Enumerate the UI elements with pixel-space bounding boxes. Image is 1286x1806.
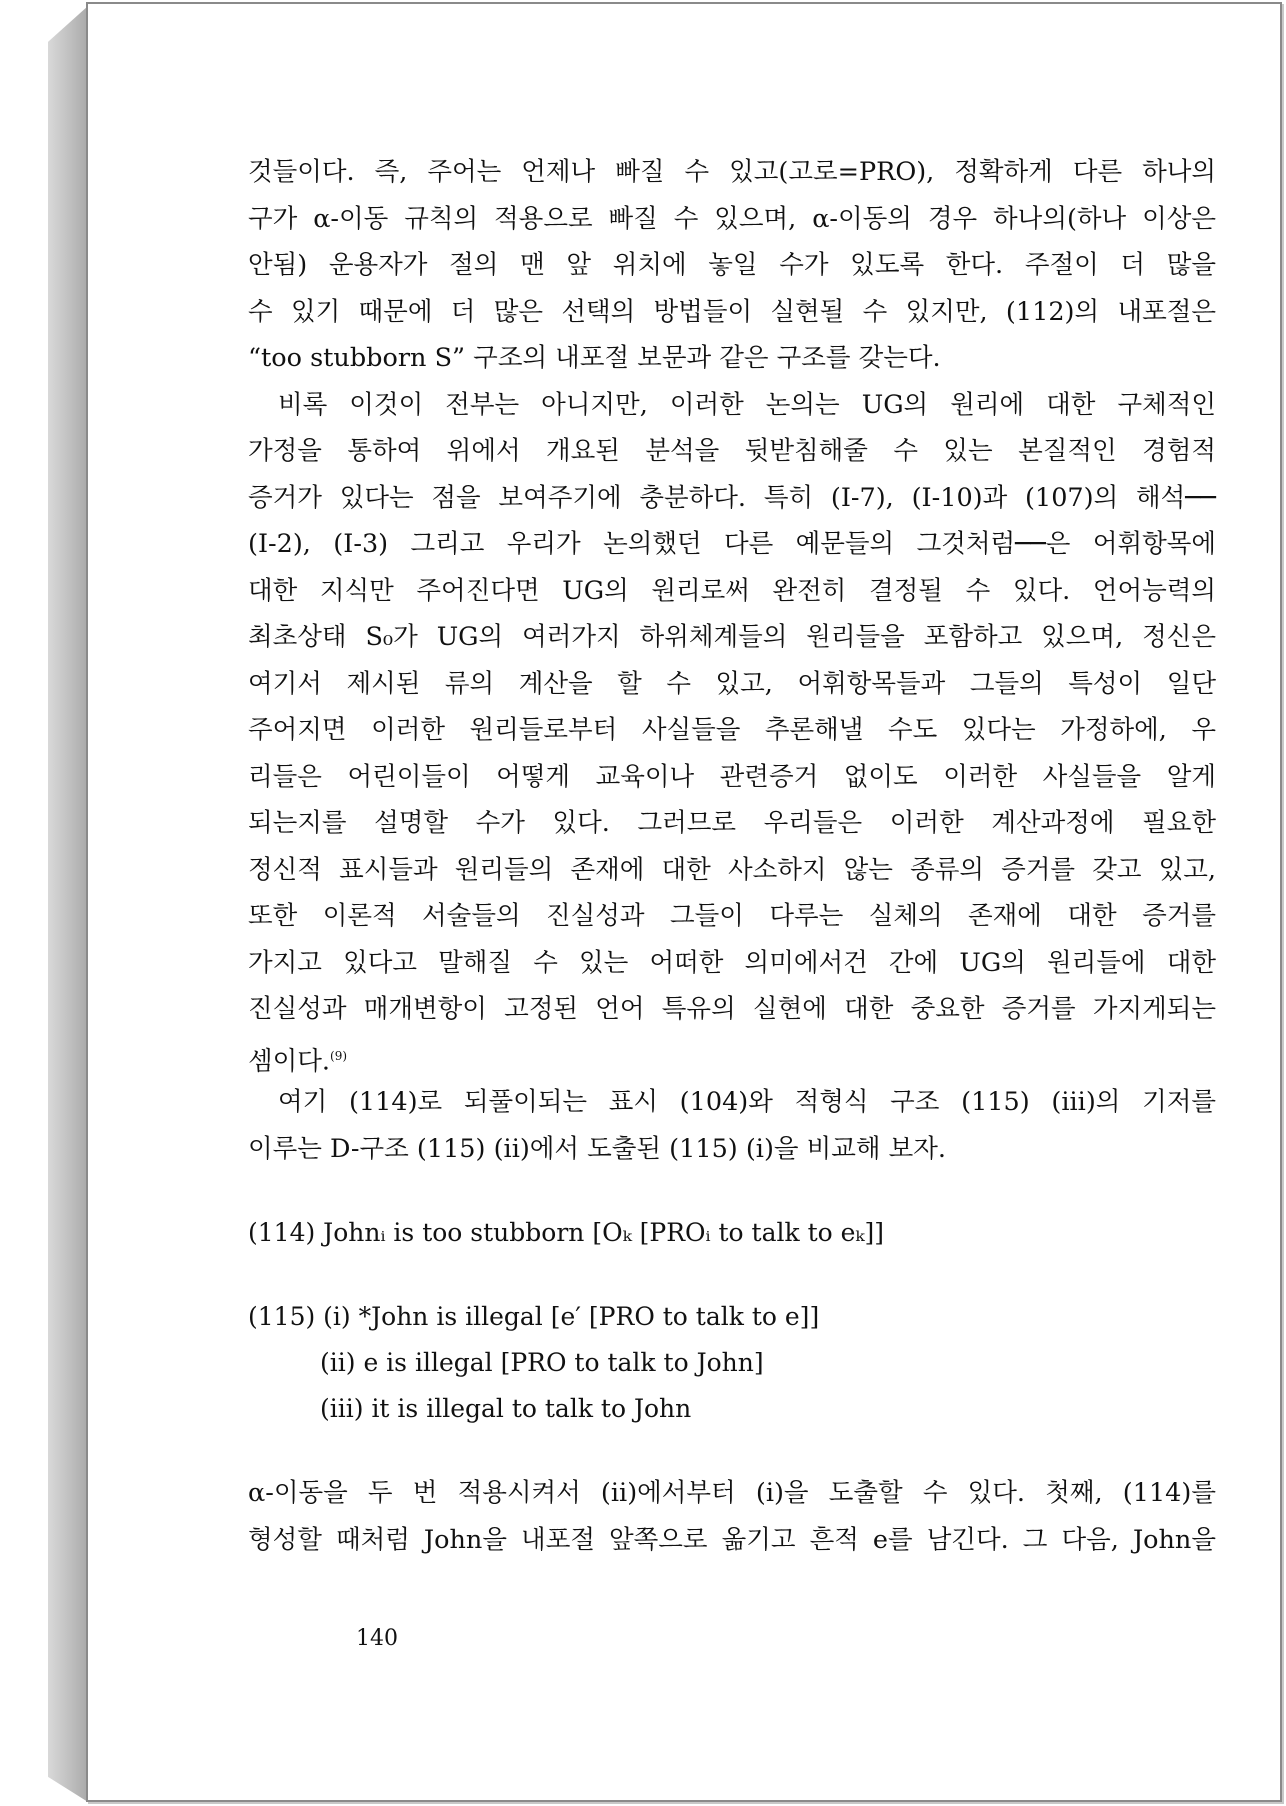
text-line: “too stubborn S” 구조의 내포절 보문과 같은 구조를 갖는다. [248, 343, 941, 373]
text-line: 안됨) 운용자가 절의 맨 앞 위치에 놓일 수가 있도록 한다. 주절이 더 많을 [248, 250, 1216, 280]
example-115-iii: (iii) it is illegal to talk to John [320, 1394, 692, 1423]
text-line: 구가 α-이동 규칙의 적용으로 빠질 수 있으며, α-이동의 경우 하나의(하나 이상은 [248, 203, 1216, 234]
text-line: 여기 (114)로 되풀이되는 표시 (104)와 적형식 구조 (115) (iii)의 기저를 [278, 1087, 1216, 1117]
text-line: 가지고 있다고 말해질 수 있는 어떠한 의미에서건 간에 UG의 원리들에 대한 [248, 947, 1216, 978]
example-114: (114) Johnᵢ is too stubborn [Oₖ [PROᵢ to talk to eₖ]] [248, 1218, 885, 1247]
text-line: 수 있기 때문에 더 많은 선택의 방법들이 실현될 수 있지만, (112)의 내포절은 [248, 296, 1216, 327]
text-line: 진실성과 매개변항이 고정된 언어 특유의 실현에 대한 중요한 증거를 가지게되는 [248, 994, 1216, 1024]
text-line: 형성할 때처럼 John을 내포절 앞쪽으로 옮기고 흔적 e를 남긴다. 그 다음, John을 [248, 1524, 1216, 1555]
text-span: 셈이다. [248, 1046, 331, 1076]
book-spine [48, 6, 88, 1802]
text-line: 리들은 어린이들이 어떻게 교육이나 관련증거 없이도 이러한 사실들을 알게 [248, 761, 1216, 792]
text-line: 것들이다. 즉, 주어는 언제나 빠질 수 있고(고로=PRO), 정확하게 다른 하나의 [248, 157, 1216, 187]
page-number: 140 [356, 1626, 398, 1651]
text-line: 또한 이론적 서술들의 진실성과 그들이 다루는 실체의 존재에 대한 증거를 [248, 901, 1216, 931]
book-page [86, 2, 1282, 1802]
text-line: 비록 이것이 전부는 아니지만, 이러한 논의는 UG의 원리에 대한 구체적인 [278, 389, 1216, 420]
text-line: 정신적 표시들과 원리들의 존재에 대한 사소하지 않는 종류의 증거를 갖고 있고, [248, 854, 1216, 885]
text-line: 되는지를 설명할 수가 있다. 그러므로 우리들은 이러한 계산과정에 필요한 [248, 808, 1216, 838]
paragraph-2 [248, 382, 1216, 1080]
text-line: 최초상태 S₀가 UG의 여러가지 하위체계들의 원리들을 포함하고 있으며, 정신은 [248, 622, 1216, 652]
text-line: α-이동을 두 번 적용시켜서 (ii)에서부터 (i)을 도출할 수 있다. 첫째, (114)를 [248, 1478, 1216, 1508]
example-115-ii: (ii) e is illegal [PRO to talk to John] [320, 1348, 764, 1377]
text-line: 이루는 D-구조 (115) (ii)에서 도출된 (115) (i)을 비교해 보자. [248, 1133, 947, 1164]
spacer [248, 1256, 1216, 1294]
example-115 [248, 1294, 1216, 1432]
text-line: 증거가 있다는 점을 보여주기에 충분하다. 특히 (I-7), (I-10)과 (107)의 해석── [248, 482, 1216, 513]
text-line-last [248, 1033, 1216, 1080]
text-line: 대한 지식만 주어진다면 UG의 원리로써 완전히 결정될 수 있다. 언어능력의 [248, 575, 1216, 606]
closing-paragraph [248, 1470, 1216, 1563]
page-body [248, 149, 1216, 1563]
paragraph-1 [248, 149, 1216, 382]
spacer [248, 1432, 1216, 1470]
paragraph-3 [248, 1079, 1216, 1172]
footnote-marker: (9) [330, 1048, 348, 1063]
text-line: 가정을 통하여 위에서 개요된 분석을 뒷받침해줄 수 있는 본질적인 경험적 [248, 436, 1216, 466]
spacer [248, 1172, 1216, 1210]
text-line: (I-2), (I-3) 그리고 우리가 논의했던 다른 예문들의 그것처럼──은 어휘항목에 [248, 529, 1216, 559]
example-115-i: (115) (i) *John is illegal [e′ [PRO to talk to e]] [248, 1302, 820, 1331]
text-line: 여기서 제시된 류의 계산을 할 수 있고, 어휘항목들과 그들의 특성이 일단 [248, 668, 1216, 699]
text-line: 주어지면 이러한 원리들로부터 사실들을 추론해낼 수도 있다는 가정하에, 우 [248, 715, 1216, 745]
